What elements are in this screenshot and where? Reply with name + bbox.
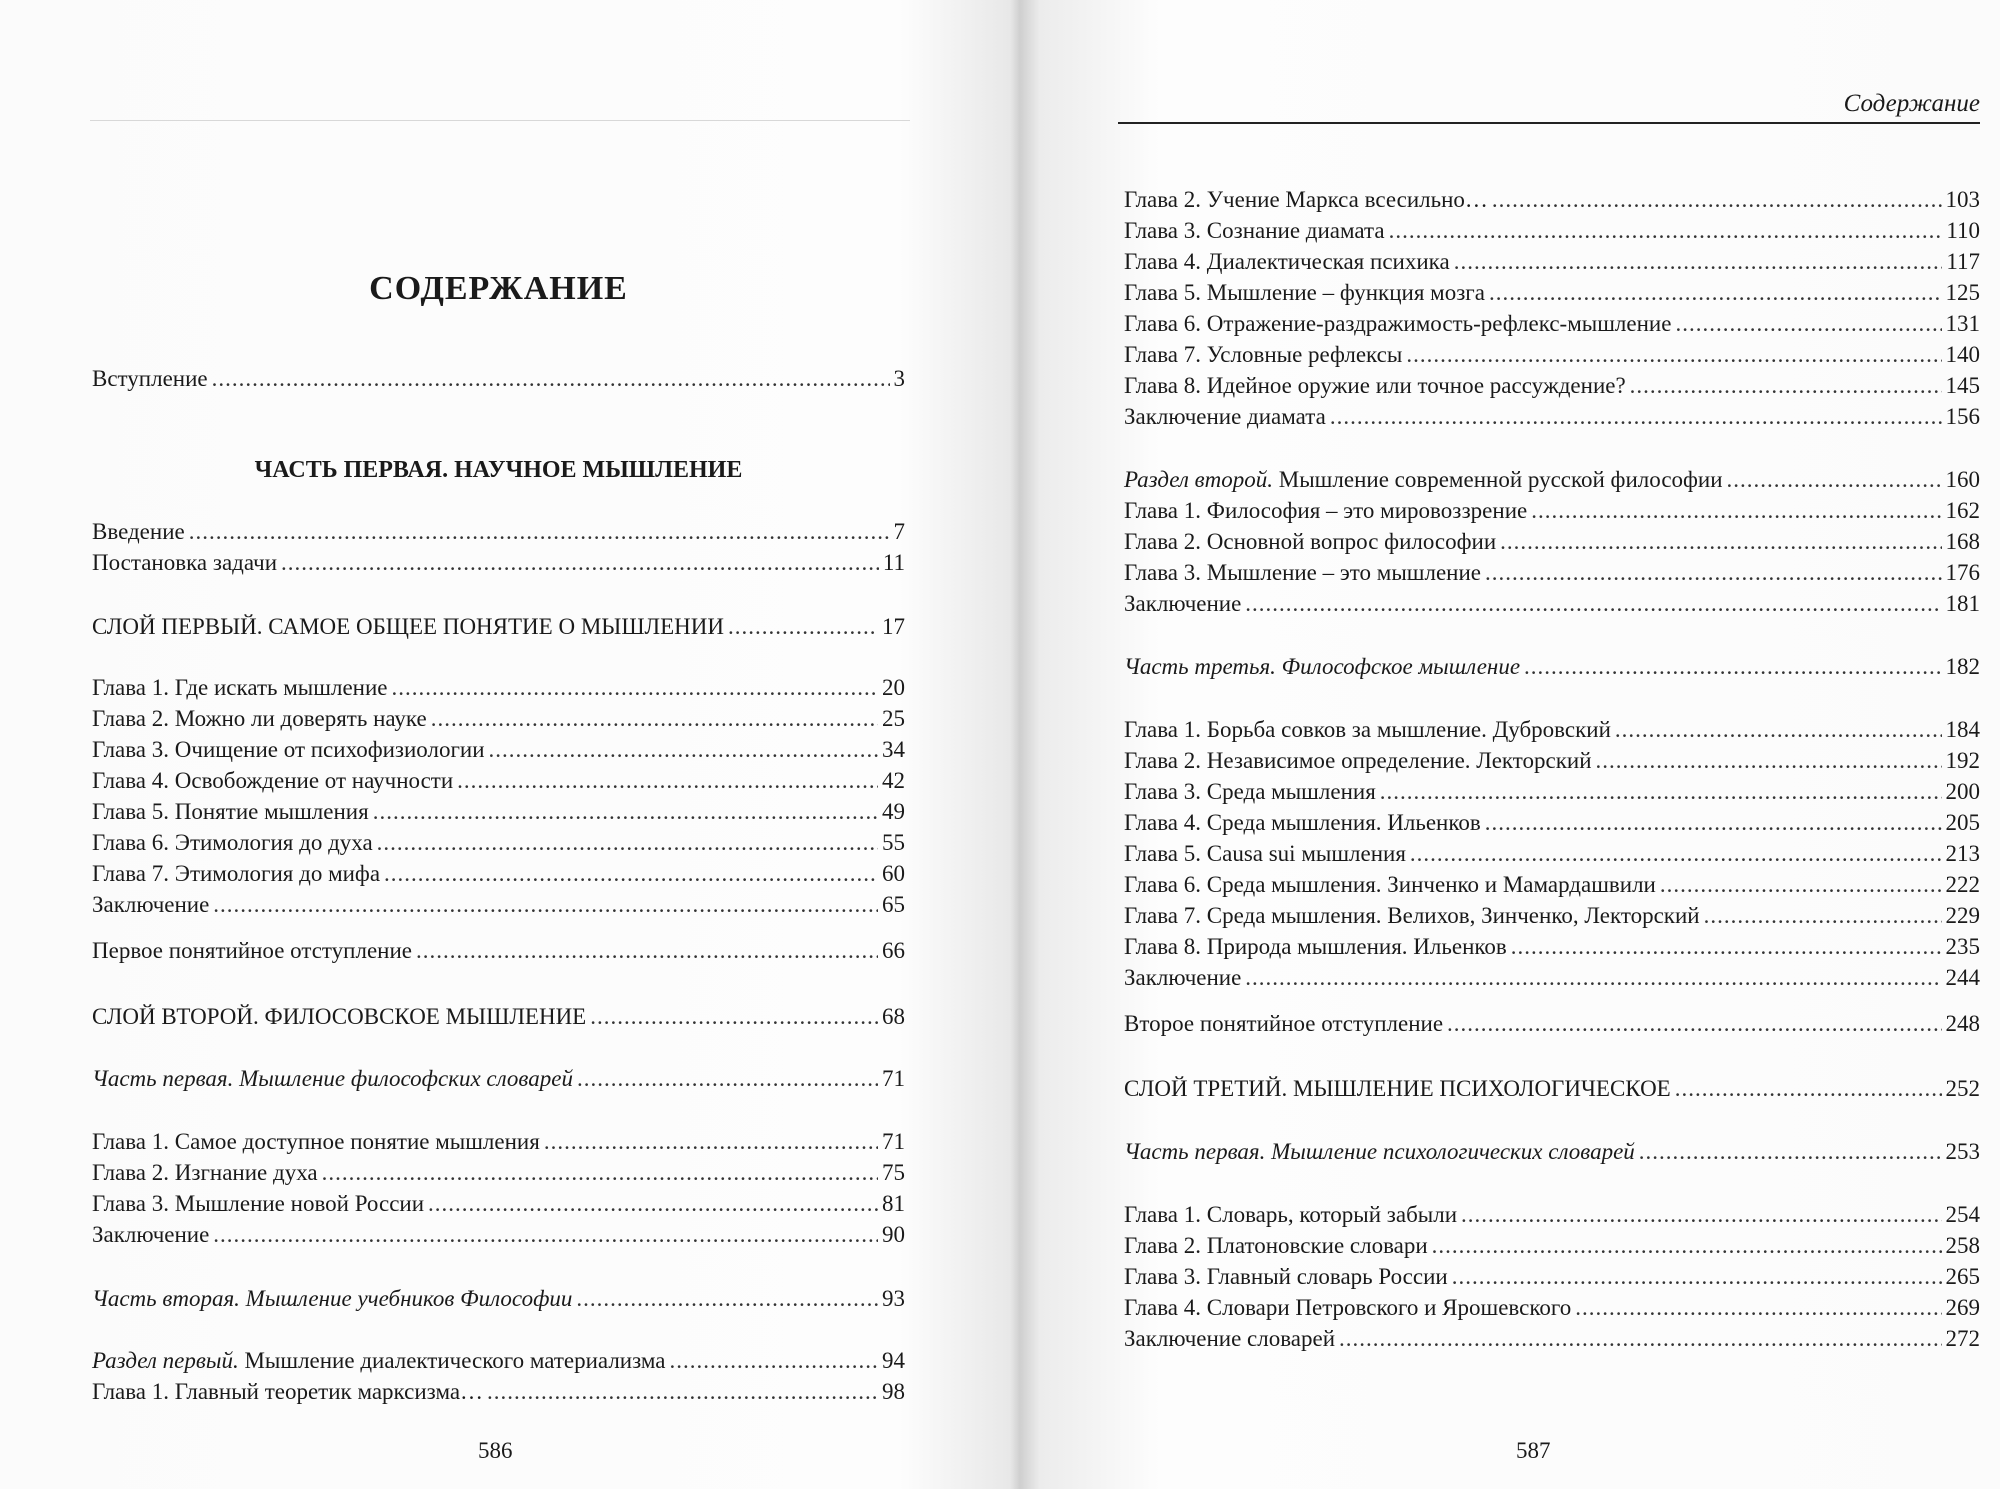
toc-entry	[92, 735, 905, 765]
toc-entry	[1124, 870, 1980, 900]
leader-dots	[1727, 465, 1942, 495]
toc-title: Глава 8. Природа мышления. Ильенков	[1124, 934, 1507, 959]
leader-dots	[1675, 1074, 1942, 1104]
toc-entry	[1124, 278, 1980, 308]
leader-dots	[431, 704, 878, 734]
leader-dots	[1531, 496, 1941, 526]
leader-dots	[1630, 371, 1942, 401]
toc-title: Заключение	[92, 1222, 210, 1247]
leader-dots	[1485, 808, 1942, 838]
toc-title: Глава 3. Сознание диамата	[1124, 218, 1385, 243]
toc-entry	[92, 797, 905, 827]
leader-dots	[1245, 589, 1941, 619]
leader-dots	[212, 364, 890, 394]
toc-page: 125	[1945, 280, 1980, 305]
leader-dots	[1245, 963, 1941, 993]
toc-entry	[92, 1158, 905, 1188]
leader-dots	[1461, 1200, 1941, 1230]
toc-title: Глава 2. Учение Маркса всесильно…	[1124, 187, 1488, 212]
toc-entry	[1124, 247, 1980, 277]
leader-dots	[576, 1284, 878, 1314]
leader-dots	[213, 1220, 878, 1250]
leader-dots	[1389, 216, 1943, 246]
toc-title: Глава 2. Изгнание духа	[92, 1160, 318, 1185]
toc-page: 181	[1945, 591, 1980, 616]
right-page	[1040, 0, 2000, 1489]
toc-title: Часть первая. Мышление психологических словарей	[1124, 1139, 1635, 1164]
toc-entry	[1124, 1200, 1980, 1230]
toc-entry	[1124, 932, 1980, 962]
toc-title: Часть вторая. Мышление учебников Философии	[92, 1286, 573, 1311]
toc-page: 140	[1945, 342, 1980, 367]
toc-entry	[1124, 371, 1980, 401]
toc-entry	[92, 890, 905, 920]
toc-entry	[92, 704, 905, 734]
toc-page: 131	[1945, 311, 1980, 336]
toc-entry	[1124, 1009, 1980, 1039]
toc-page: 258	[1945, 1233, 1980, 1258]
contents-title: СОДЕРЖАНИЕ	[369, 270, 628, 307]
toc-page: 42	[882, 768, 905, 793]
toc-entry	[1124, 1262, 1980, 1292]
leader-dots	[1575, 1293, 1941, 1323]
leader-dots	[1511, 932, 1942, 962]
toc-entry	[1124, 1231, 1980, 1261]
toc-entry-layer	[1124, 1074, 1980, 1104]
leader-dots	[1380, 777, 1942, 807]
toc-entry	[92, 1220, 905, 1250]
toc-entry	[92, 859, 905, 889]
toc-entry	[1124, 589, 1980, 619]
toc-title: Глава 5. Causa sui мышления	[1124, 841, 1406, 866]
toc-page: 3	[893, 366, 905, 391]
toc-entry	[1124, 839, 1980, 869]
leader-dots	[281, 548, 879, 578]
toc-page: 94	[882, 1348, 905, 1373]
toc-title: Глава 3. Среда мышления	[1124, 779, 1376, 804]
toc-title: Часть третья. Философское мышление	[1124, 654, 1521, 679]
page-number: 586	[478, 1438, 513, 1463]
toc-title: Глава 2. Платоновские словари	[1124, 1233, 1428, 1258]
toc-title: Глава 4. Словари Петровского и Ярошевского	[1124, 1295, 1572, 1320]
toc-page: 244	[1945, 965, 1980, 990]
toc-title: Заключение диамата	[1124, 404, 1326, 429]
toc-page: 93	[882, 1286, 905, 1311]
leader-dots	[1330, 402, 1942, 432]
toc-title: Второе понятийное отступление	[1124, 1011, 1444, 1036]
toc-entry	[1124, 340, 1980, 370]
toc-title: Глава 1. Словарь, который забыли	[1124, 1202, 1458, 1227]
toc-title: Глава 7. Среда мышления. Велихов, Зинченко, Лекторский	[1124, 903, 1700, 928]
toc-title: Заключение словарей	[1124, 1326, 1336, 1351]
toc-page: 60	[882, 861, 905, 886]
toc-title: Глава 2. Можно ли доверять науке	[92, 706, 427, 731]
leader-dots	[487, 1377, 878, 1407]
toc-page: 184	[1945, 717, 1980, 742]
toc-title: Глава 3. Очищение от психофизиологии	[92, 737, 485, 762]
toc-title: Заключение	[92, 892, 210, 917]
leader-dots	[1704, 901, 1942, 931]
toc-title: Глава 6. Этимология до духа	[92, 830, 373, 855]
toc-entry-part	[92, 1064, 905, 1094]
leader-dots	[1432, 1231, 1942, 1261]
toc-entry-section	[1124, 465, 1980, 495]
toc-entry	[92, 936, 905, 966]
toc-title	[1124, 465, 1723, 495]
toc-entry	[92, 1127, 905, 1157]
toc-title: СЛОЙ ПЕРВЫЙ. САМОЕ ОБЩЕЕ ПОНЯТИЕ О МЫШЛЕНИИ	[92, 614, 725, 639]
toc-title: Глава 4. Диалектическая психика	[1124, 249, 1450, 274]
leader-dots	[669, 1346, 878, 1376]
toc-entry	[1124, 496, 1980, 526]
leader-dots	[1639, 1137, 1942, 1167]
toc-title: Глава 6. Среда мышления. Зинченко и Мамардашвили	[1124, 872, 1656, 897]
toc-title	[92, 1346, 665, 1376]
leader-dots	[189, 517, 890, 547]
toc-title: Глава 1. Философия – это мировоззрение	[1124, 498, 1528, 523]
toc-title: Глава 3. Главный словарь России	[1124, 1264, 1448, 1289]
toc-entry	[1124, 185, 1980, 215]
toc-page: 253	[1945, 1139, 1980, 1164]
toc-entry	[1124, 715, 1980, 745]
toc-page: 192	[1945, 748, 1980, 773]
leader-dots	[1492, 185, 1942, 215]
toc-page: 176	[1945, 560, 1980, 585]
toc-title: Первое понятийное отступление	[92, 938, 412, 963]
toc-entry-part	[92, 1284, 905, 1314]
leader-dots	[1485, 558, 1942, 588]
toc-entry	[1124, 808, 1980, 838]
toc-entry	[1124, 901, 1980, 931]
toc-page: 182	[1945, 654, 1980, 679]
toc-title: Вступление	[92, 366, 208, 391]
leader-dots	[489, 735, 878, 765]
show-through-rule	[90, 120, 910, 121]
toc-page: 222	[1945, 872, 1980, 897]
toc-page: 98	[882, 1379, 905, 1404]
toc-entry	[92, 364, 905, 394]
leader-dots	[1500, 527, 1941, 557]
toc-entry	[92, 1189, 905, 1219]
toc-title: Введение	[92, 519, 185, 544]
toc-page: 269	[1945, 1295, 1980, 1320]
leader-dots	[1489, 278, 1942, 308]
toc-page: 248	[1945, 1011, 1980, 1036]
toc-page: 55	[882, 830, 905, 855]
running-head: Содержание	[1118, 90, 1980, 124]
toc-title: Глава 3. Мышление – это мышление	[1124, 560, 1481, 585]
leader-dots	[373, 797, 878, 827]
toc-entry	[1124, 1293, 1980, 1323]
section-lead: Раздел второй.	[1124, 467, 1274, 492]
toc-entry	[1124, 309, 1980, 339]
toc-entry	[92, 673, 905, 703]
toc-page: 110	[1946, 218, 1980, 243]
toc-entry	[92, 828, 905, 858]
toc-title: Глава 2. Независимое определение. Лекторский	[1124, 748, 1592, 773]
toc-entry	[1124, 216, 1980, 246]
toc-entry-layer	[92, 612, 905, 642]
toc-entry	[1124, 558, 1980, 588]
toc-page: 68	[882, 1004, 905, 1029]
toc-entry	[1124, 527, 1980, 557]
toc-title: Глава 3. Мышление новой России	[92, 1191, 425, 1216]
leader-dots	[457, 766, 878, 796]
toc-entry	[1124, 963, 1980, 993]
toc-title: СЛОЙ ТРЕТИЙ. МЫШЛЕНИЕ ПСИХОЛОГИЧЕСКОЕ	[1124, 1076, 1671, 1101]
toc-page: 81	[882, 1191, 905, 1216]
toc-title: Глава 1. Борьба совков за мышление. Дубровский	[1124, 717, 1611, 742]
leader-dots	[1615, 715, 1942, 745]
toc-title: Постановка задачи	[92, 550, 278, 575]
toc-page: 90	[882, 1222, 905, 1247]
toc-page: 25	[882, 706, 905, 731]
toc-page: 103	[1945, 187, 1980, 212]
toc-title: Глава 2. Основной вопрос философии	[1124, 529, 1497, 554]
toc-page: 252	[1945, 1076, 1980, 1101]
toc-page: 7	[893, 519, 905, 544]
leader-dots	[213, 890, 878, 920]
leader-dots	[428, 1189, 878, 1219]
toc-entry	[1124, 777, 1980, 807]
toc-title: Часть первая. Мышление философских словарей	[92, 1066, 573, 1091]
toc-page: 145	[1945, 373, 1980, 398]
toc-entry-layer	[92, 1002, 905, 1032]
toc-title: Глава 1. Где искать мышление	[92, 675, 388, 700]
leader-dots	[384, 859, 878, 889]
leader-dots	[391, 673, 878, 703]
leader-dots	[544, 1127, 878, 1157]
toc-page: 156	[1945, 404, 1980, 429]
toc-entry-section	[92, 1346, 905, 1376]
toc-page: 200	[1945, 779, 1980, 804]
toc-page: 71	[882, 1066, 905, 1091]
toc-title: Глава 6. Отражение-раздражимость-рефлекс-мышление	[1124, 311, 1672, 336]
toc-page: 20	[882, 675, 905, 700]
toc-page: 66	[882, 938, 905, 963]
leader-dots	[1596, 746, 1942, 776]
leader-dots	[1339, 1324, 1941, 1354]
leader-dots	[1660, 870, 1942, 900]
toc-entry	[1124, 746, 1980, 776]
leader-dots	[416, 936, 878, 966]
toc-page: 71	[882, 1129, 905, 1154]
toc-page: 235	[1945, 934, 1980, 959]
toc-title: Глава 5. Мышление – функция мозга	[1124, 280, 1485, 305]
leader-dots	[1447, 1009, 1941, 1039]
toc-title: Глава 8. Идейное оружие или точное рассуждение?	[1124, 373, 1626, 398]
toc-page: 265	[1945, 1264, 1980, 1289]
toc-title: Заключение	[1124, 591, 1242, 616]
toc-page: 168	[1945, 529, 1980, 554]
toc-page: 272	[1945, 1326, 1980, 1351]
leader-dots	[1454, 247, 1943, 277]
toc-page: 117	[1946, 249, 1980, 274]
toc-entry	[1124, 1324, 1980, 1354]
toc-title: Глава 4. Освобождение от научности	[92, 768, 454, 793]
toc-entry	[1124, 402, 1980, 432]
toc-page: 11	[882, 550, 905, 575]
toc-entry	[92, 766, 905, 796]
toc-title: Глава 1. Главный теоретик марксизма…	[92, 1379, 484, 1404]
toc-page: 162	[1945, 498, 1980, 523]
leader-dots	[322, 1158, 878, 1188]
leader-dots	[1410, 839, 1942, 869]
toc-title: Глава 7. Этимология до мифа	[92, 861, 381, 886]
toc-page: 160	[1945, 467, 1980, 492]
toc-entry	[92, 548, 905, 578]
leader-dots	[590, 1002, 878, 1032]
toc-entry-part	[1124, 652, 1980, 682]
page-number: 587	[1516, 1438, 1551, 1463]
toc-page: 17	[882, 614, 905, 639]
toc-page: 254	[1945, 1202, 1980, 1227]
leader-dots	[377, 828, 878, 858]
leader-dots	[1675, 309, 1941, 339]
toc-title: СЛОЙ ВТОРОЙ. ФИЛОСОВСКОЕ МЫШЛЕНИЕ	[92, 1004, 587, 1029]
leader-dots	[1524, 652, 1941, 682]
toc-title: Заключение	[1124, 965, 1242, 990]
toc-page: 49	[882, 799, 905, 824]
toc-title: Глава 4. Среда мышления. Ильенков	[1124, 810, 1481, 835]
leader-dots	[1452, 1262, 1942, 1292]
toc-title: Глава 5. Понятие мышления	[92, 799, 369, 824]
section-lead: Раздел первый.	[92, 1348, 239, 1373]
toc-page: 229	[1945, 903, 1980, 928]
toc-entry-part	[1124, 1137, 1980, 1167]
leader-dots	[1406, 340, 1941, 370]
toc-page: 34	[882, 737, 905, 762]
leader-dots	[728, 612, 878, 642]
toc-entry	[92, 517, 905, 547]
toc-page: 213	[1945, 841, 1980, 866]
toc-page: 205	[1945, 810, 1980, 835]
leader-dots	[577, 1064, 878, 1094]
toc-page: 75	[882, 1160, 905, 1185]
toc-title: Глава 7. Условные рефлексы	[1124, 342, 1403, 367]
toc-title: Глава 1. Самое доступное понятие мышления	[92, 1129, 540, 1154]
toc-entry	[92, 1377, 905, 1407]
toc-page: 65	[882, 892, 905, 917]
part-heading: ЧАСТЬ ПЕРВАЯ. НАУЧНОЕ МЫШЛЕНИЕ	[254, 457, 743, 483]
section-title: Мышление диалектического материализма	[238, 1348, 666, 1373]
section-title: Мышление современной русской философии	[1273, 467, 1723, 492]
